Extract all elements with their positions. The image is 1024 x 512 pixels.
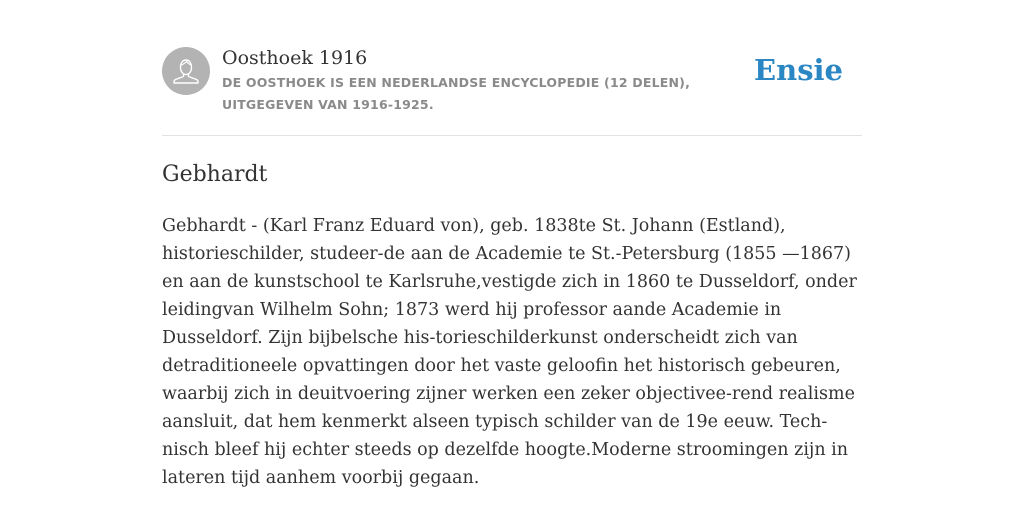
entry-body: Gebhardt - (Karl Franz Eduard von), geb. 1838te St. Johann (Estland), historieschilder, studeer-de aan de Academie te St.-Petersburg (1855 —1867) en aan de kunstschool te Karlsruhe,vestigde zich in 1860 te Dusseldorf, onder leidingvan Wilhelm Sohn; 1873 werd hij professor aande Academie in Dusseldorf. Zijn bijbelsche his-torieschilderkunst onderscheidt zich van detraditioneele opvattingen door het vaste geloofin het historisch gebeuren, waarbij zich in deuitvoering zijner werken een zeker objectivee-rend realisme aansluit, dat hem kenmerkt alseen typisch schilder van de 19e eeuw. Tech-nisch bleef hij echter steeds op dezelfde hoogte.Moderne stroomingen zijn in lateren tijd aanhem voorbij gegaan. [162,216,857,488]
user-silhouette-icon [162,47,210,95]
source-title[interactable]: Oosthoek 1916 [222,47,368,69]
entry-title: Gebhardt [162,162,268,187]
source-avatar[interactable] [162,47,210,95]
header-divider [162,135,862,136]
source-header [162,46,862,118]
source-description: DE OOSTHOEK IS EEN NEDERLANDSE ENCYCLOPEDIE (12 DELEN), UITGEGEVEN VAN 1916-1925. [222,75,691,112]
entry-card [162,0,862,512]
ensie-logo[interactable]: Ensie [754,53,843,87]
